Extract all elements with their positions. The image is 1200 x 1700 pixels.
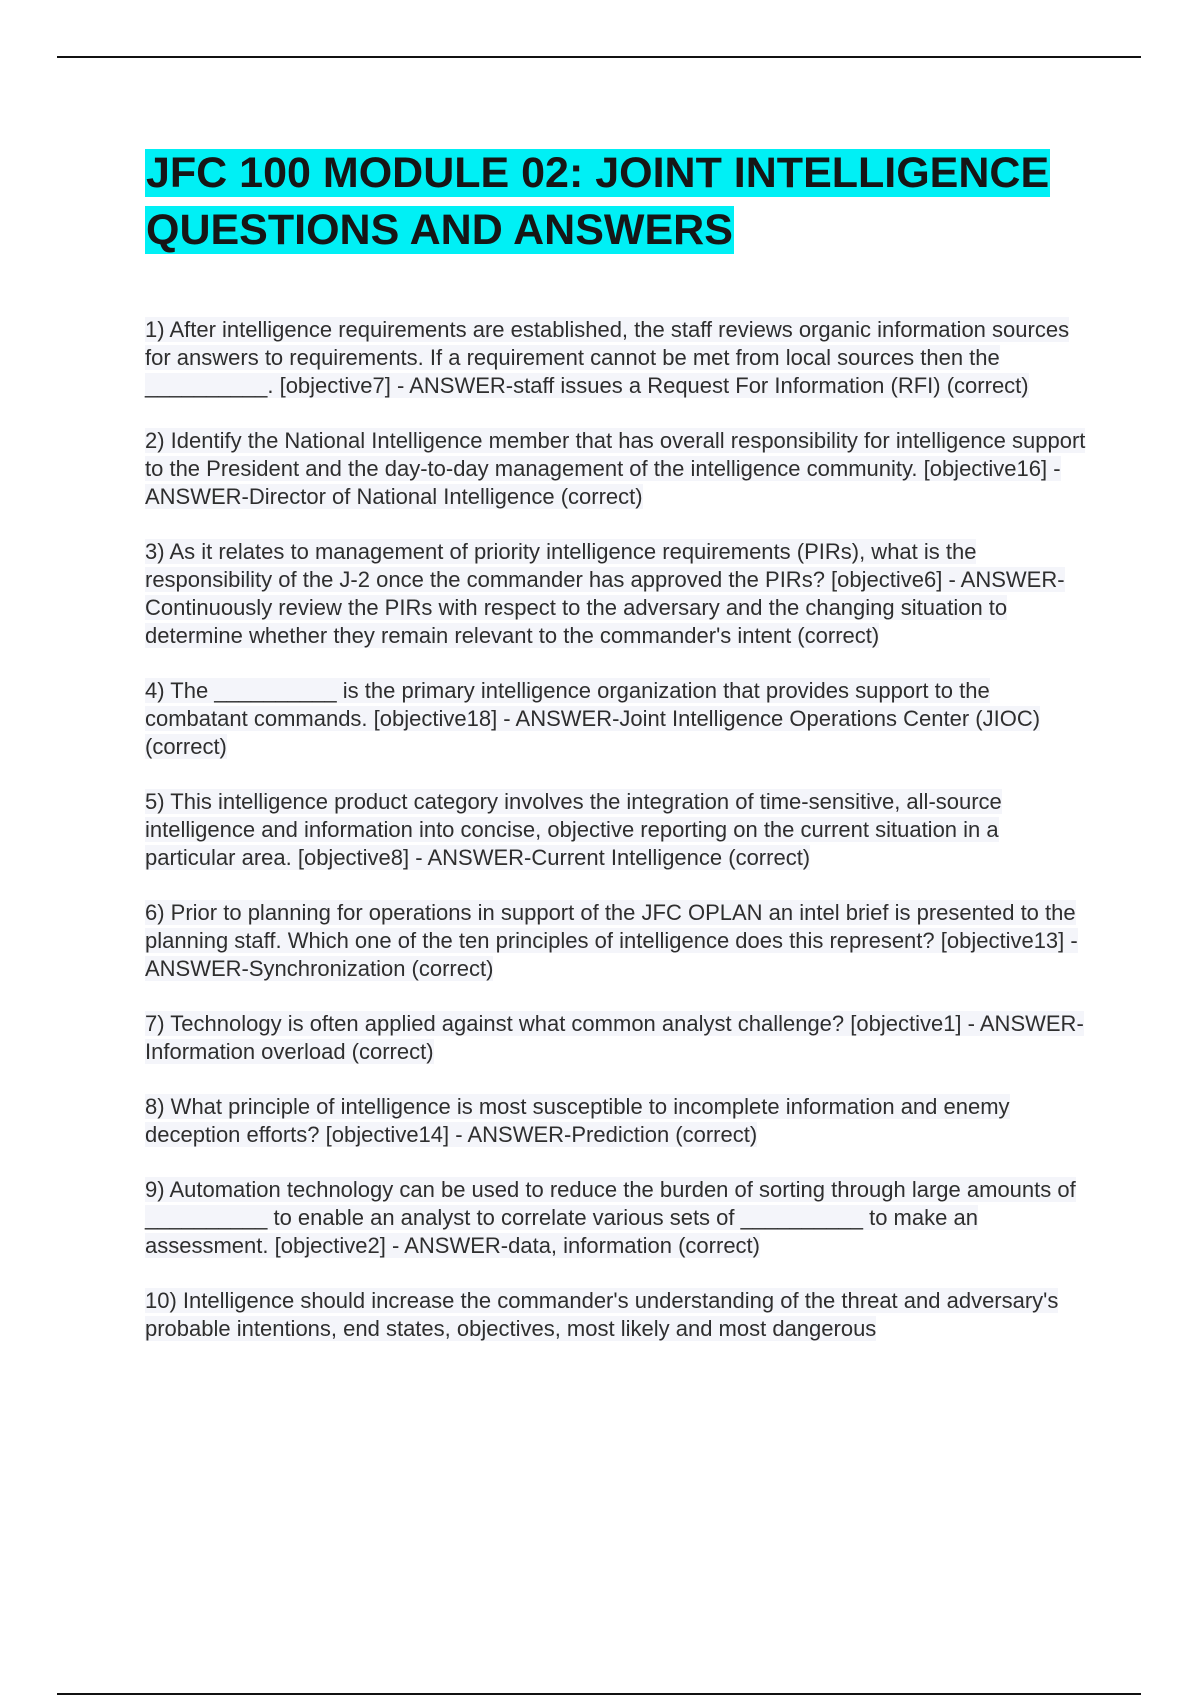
qa-item-text: 1) After intelligence requirements are established, the staff reviews organic information sources for answers to requirements. If a requirement cannot be met from local sources then the __________. [objective7] - ANSWER-staff issues a Request For Information (RFI) (correct) bbox=[145, 317, 1070, 398]
qa-item-text: 3) As it relates to management of priority intelligence requirements (PIRs), what is the responsibility of the J-2 once the commander has approved the PIRs? [objective6] - ANSWER-Continuously review the PIRs with respect to the adversary and the changing situation to determine whether they remain relevant to the commander's intent (correct) bbox=[145, 539, 1065, 648]
qa-item-text: 10) Intelligence should increase the commander's understanding of the threat and adversary's probable intentions, end states, objectives, most likely and most dangerous bbox=[145, 1288, 1059, 1341]
qa-item-10 bbox=[145, 1287, 1095, 1343]
qa-item-text: 6) Prior to planning for operations in support of the JFC OPLAN an intel brief is presented to the planning staff. Which one of the ten principles of intelligence does this represent? [objective13] - ANSWER-Synchronization (correct) bbox=[145, 900, 1078, 981]
qa-item-7 bbox=[145, 1010, 1095, 1066]
document-title bbox=[145, 145, 1095, 259]
qa-item-text: 4) The __________ is the primary intelligence organization that provides support to the combatant commands. [objective18] - ANSWER-Joint Intelligence Operations Center (JIOC) (correct) bbox=[145, 678, 1041, 759]
qa-item-9 bbox=[145, 1176, 1095, 1260]
document-title-text: JFC 100 MODULE 02: JOINT INTELLIGENCE QUESTIONS AND ANSWERS bbox=[146, 149, 1050, 254]
qa-item-6 bbox=[145, 899, 1095, 983]
qa-item-text: 5) This intelligence product category involves the integration of time-sensitive, all-source intelligence and information into concise, objective reporting on the current situation in a particular area. [objective8] - ANSWER-Current Intelligence (correct) bbox=[145, 789, 1002, 870]
qa-item-5 bbox=[145, 788, 1095, 872]
qa-list bbox=[145, 316, 1095, 1343]
qa-item-text: 8) What principle of intelligence is most susceptible to incomplete information and enemy deception efforts? [objective14] - ANSWER-Prediction (correct) bbox=[145, 1094, 1010, 1147]
bottom-rule bbox=[57, 1693, 1141, 1695]
qa-item-text: 2) Identify the National Intelligence member that has overall responsibility for intelligence support to the President and the day-to-day management of the intelligence community. [objective16] - ANSWER-Director of National Intelligence (correct) bbox=[145, 428, 1086, 509]
qa-item-1 bbox=[145, 316, 1095, 400]
document-body bbox=[145, 145, 1095, 1370]
qa-item-text: 7) Technology is often applied against what common analyst challenge? [objective1] - ANSWER-Information overload (correct) bbox=[145, 1011, 1084, 1064]
qa-item-4 bbox=[145, 677, 1095, 761]
qa-item-3 bbox=[145, 538, 1095, 650]
qa-item-8 bbox=[145, 1093, 1095, 1149]
top-rule bbox=[57, 56, 1141, 58]
qa-item-text: 9) Automation technology can be used to reduce the burden of sorting through large amounts of __________ to enable an analyst to correlate various sets of __________ to make an assessment. [objective2] - ANSWER-data, information (correct) bbox=[145, 1177, 1076, 1258]
qa-item-2 bbox=[145, 427, 1095, 511]
